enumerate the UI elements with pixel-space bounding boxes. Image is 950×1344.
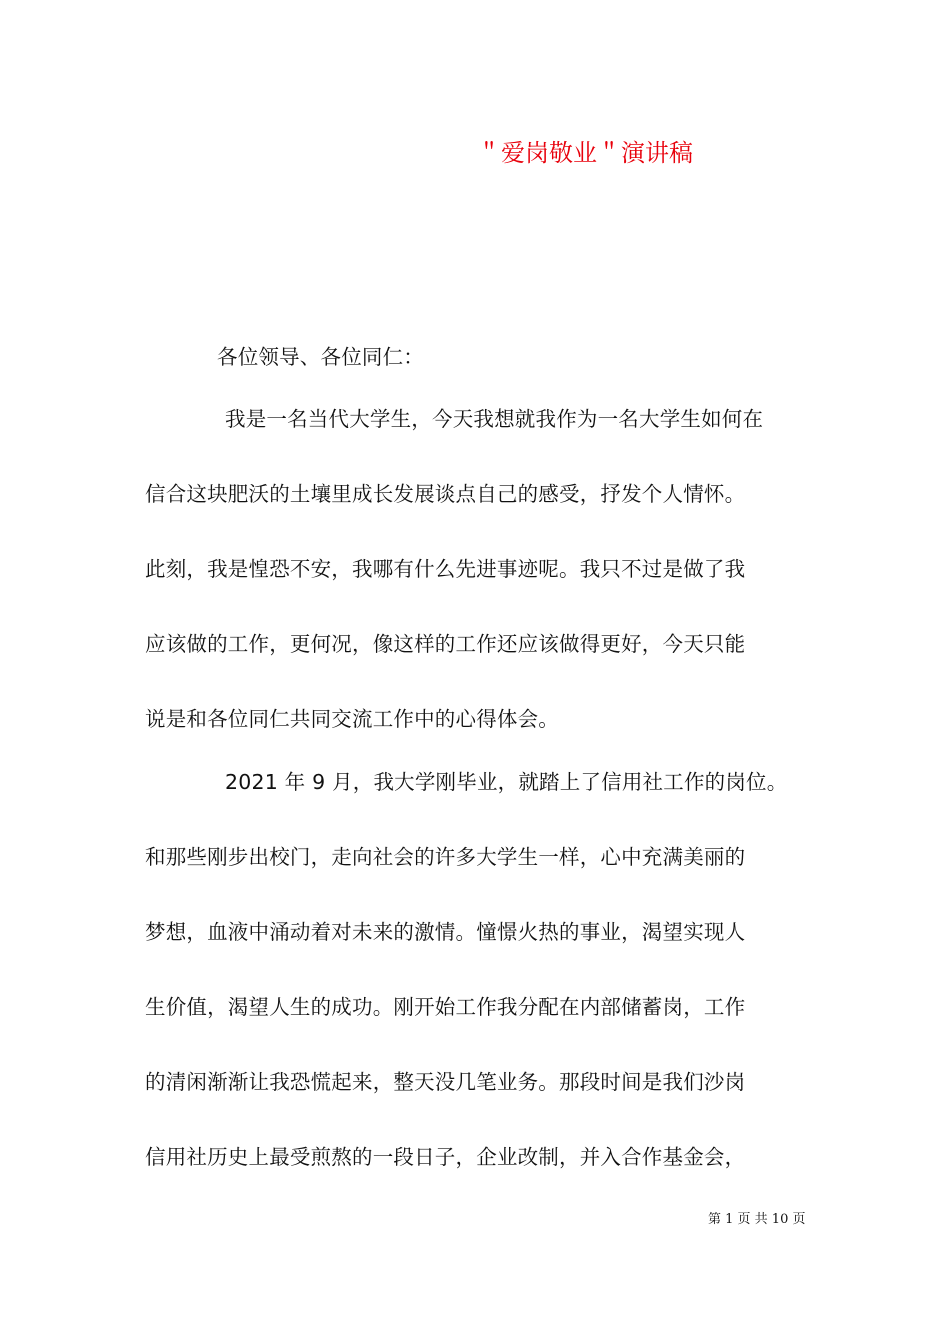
body-line: 信用社历史上最受煎熬的一段日子，企业改制，并入合作基金会， xyxy=(145,1145,746,1169)
body-line: 和那些刚步出校门，走向社会的许多大学生一样，心中充满美丽的 xyxy=(145,845,746,869)
body-line: 生价值，渴望人生的成功。刚开始工作我分配在内部储蓄岗，工作 xyxy=(145,995,746,1019)
body-line: 我是一名当代大学生，今天我想就我作为一名大学生如何在 xyxy=(225,407,764,431)
document-title-text: ＂爱岗敬业＂演讲稿 xyxy=(477,139,693,167)
page-number: 第 1 页 共 10 页 xyxy=(708,1212,806,1227)
body-line: 梦想，血液中涌动着对未来的激情。憧憬火热的事业，渴望实现人 xyxy=(145,920,746,944)
body-line: 说是和各位同仁共同交流工作中的心得体会。 xyxy=(145,707,559,731)
salutation-line: 各位领导、各位同仁： xyxy=(217,345,424,369)
body-line: 应该做的工作，更何况，像这样的工作还应该做得更好，今天只能 xyxy=(145,632,746,656)
body-line: 信合这块肥沃的土壤里成长发展谈点自己的感受，抒发个人情怀。 xyxy=(145,482,746,506)
body-line: 2021 年 9 月，我大学刚毕业，就踏上了信用社工作的岗位。 xyxy=(225,770,788,794)
body-line: 此刻，我是惶恐不安，我哪有什么先进事迹呢。我只不过是做了我 xyxy=(145,557,746,581)
document-title xyxy=(0,133,950,168)
body-line: 的清闲渐渐让我恐慌起来，整天没几笔业务。那段时间是我们沙岗 xyxy=(145,1070,746,1094)
